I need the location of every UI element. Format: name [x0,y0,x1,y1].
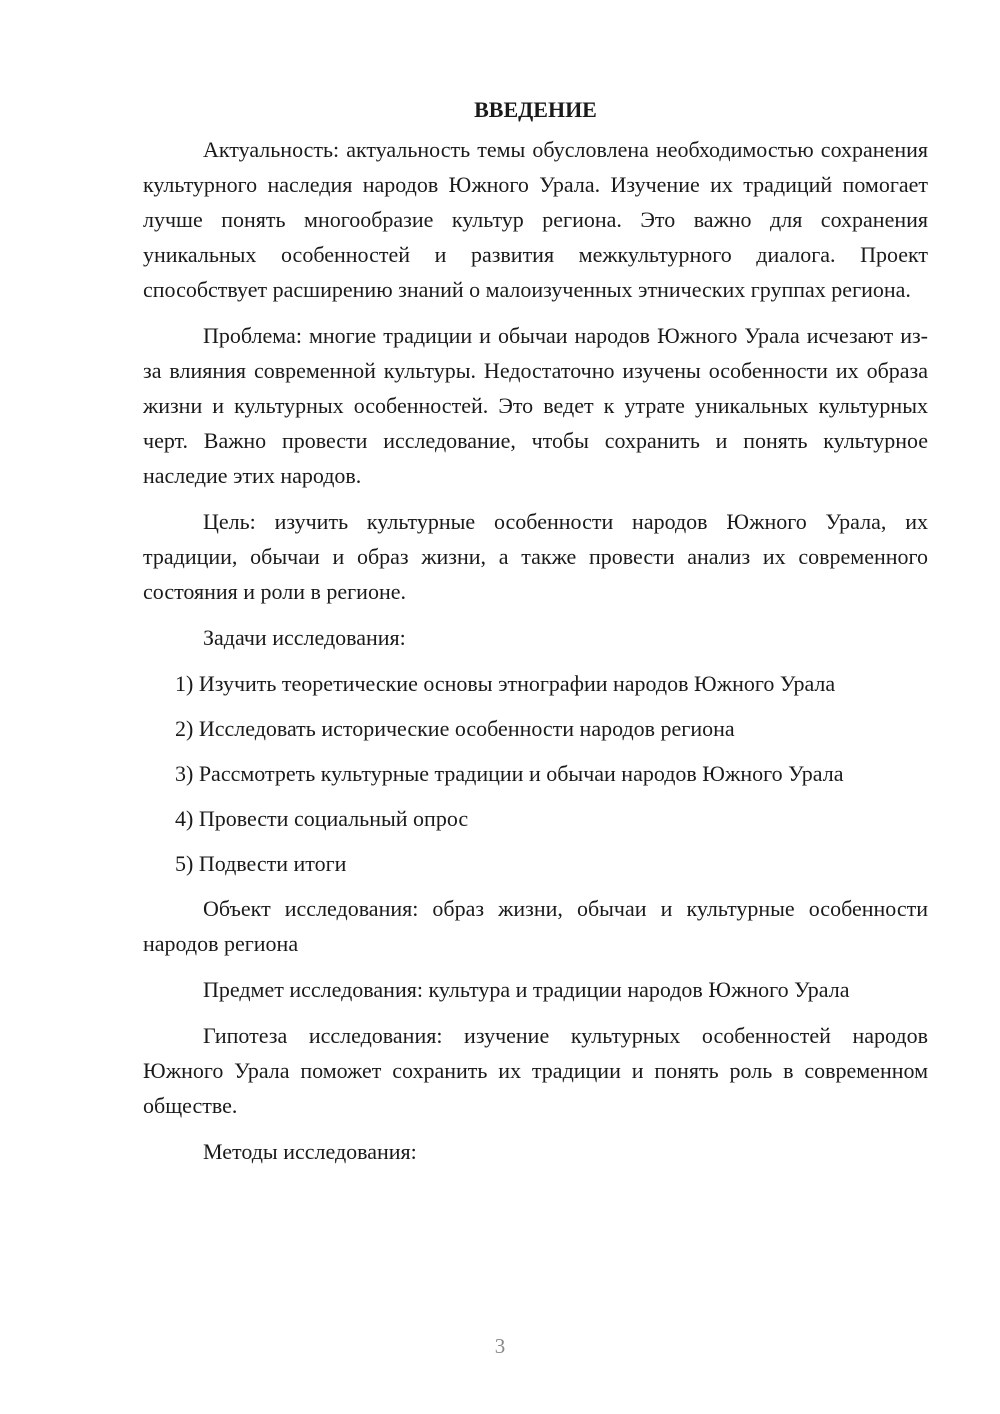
list-item: 2) Исследовать исторические особенности народов региона [175,716,735,741]
tasks-list [143,666,928,881]
document-page [143,92,928,1180]
hypothesis-paragraph: Гипотеза исследования: изучение культурных особенностей народов Южного Урала поможет сохранить их традиции и понять роль в современном обществе. [143,1023,928,1118]
list-item: 3) Рассмотреть культурные традиции и обычаи народов Южного Урала [175,761,844,786]
list-item: 5) Подвести итоги [175,851,347,876]
tasks-title: Задачи исследования: [203,625,406,650]
methods-title: Методы исследования: [203,1139,417,1164]
list-item: 4) Провести социальный опрос [175,806,469,831]
goal-paragraph: Цель: изучить культурные особенности народов Южного Урала, их традиции, обычаи и образ жизни, а также провести анализ их современного состояния и роли в регионе. [143,509,928,604]
relevance-paragraph: Актуальность: актуальность темы обусловлена необходимостью сохранения культурного наследия народов Южного Урала. Изучение их традиций помогает лучше понять многообразие культур региона. Это важно для сохранения уникальных особенностей и развития межкультурного диалога. Проект способствует расширению знаний о малоизученных этнических группах региона. [143,137,928,302]
list-item: 1) Изучить теоретические основы этнографии народов Южного Урала [175,671,836,696]
section-heading: ВВЕДЕНИЕ [474,97,597,122]
object-paragraph: Объект исследования: образ жизни, обычаи и культурные особенности народов региона [143,896,928,956]
subject-paragraph: Предмет исследования: культура и традиции народов Южного Урала [203,977,850,1002]
problem-paragraph: Проблема: многие традиции и обычаи народов Южного Урала исчезают из-за влияния современной культуры. Недостаточно изучены особенности их образа жизни и культурных особенностей. Это ведет к утрате уникальных культурных черт. Важно провести исследование, чтобы сохранить и понять культурное наследие этих народов. [143,323,928,488]
page-number: 3 [494,1334,506,1358]
